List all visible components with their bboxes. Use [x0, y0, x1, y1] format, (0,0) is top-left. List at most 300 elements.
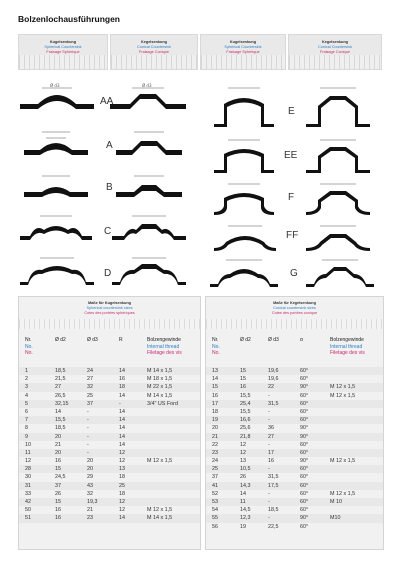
col-thread-en: Internal thread [330, 343, 363, 350]
table-row [206, 498, 383, 506]
table-cell: 24,5 [55, 474, 66, 481]
drawing-ff-conical [306, 222, 370, 256]
table-cell: 16 [55, 458, 61, 465]
table-cell: 22 [268, 384, 274, 391]
table-cell: 20 [55, 433, 61, 440]
table-cell: 17 [212, 400, 218, 407]
table-row [206, 383, 383, 391]
table-cell: 24 [212, 458, 218, 465]
drawing-a-spherical [24, 128, 88, 162]
col-nr-fr: No. [212, 350, 220, 356]
table-row [206, 416, 383, 424]
table-cell: 10 [25, 441, 31, 448]
table-cell: 43 [87, 482, 93, 489]
table-cell: 60° [300, 523, 309, 530]
table-cell: 37 [212, 474, 218, 481]
table-cell: 6 [25, 408, 28, 415]
table-cell: 15,5 [240, 408, 251, 415]
table-cell: 12 [119, 507, 125, 514]
table-cell: 36 [268, 425, 274, 432]
table-cell: - [268, 515, 270, 522]
table-cell: M 12 x 1,5 [147, 507, 173, 514]
table-cell: 60° [300, 392, 309, 399]
drawing-g-spherical [210, 256, 278, 290]
table-cell: 60° [300, 408, 309, 415]
table-cell: 32 [87, 384, 93, 391]
table-cell: 14 [119, 417, 125, 424]
table-head-fringe [206, 319, 383, 329]
table-cell: 16 [55, 507, 61, 514]
drawing-f-spherical [214, 180, 274, 220]
table-cell: 15 [55, 466, 61, 473]
table-row [19, 375, 200, 383]
table-cell: 51 [25, 515, 31, 522]
drawing-c-spherical [20, 212, 92, 246]
header-fringe [289, 55, 381, 69]
table-cell: 14 [55, 408, 61, 415]
drawing-d-spherical [20, 254, 94, 288]
drawing-ee-spherical [214, 136, 274, 176]
col-nr-en: No. [212, 343, 220, 350]
dim-d3-label: Ø d3 [50, 83, 60, 88]
table-row [206, 465, 383, 473]
table-row [19, 465, 200, 473]
table-cell: 12 [119, 458, 125, 465]
table-cell: - [119, 400, 121, 407]
label-aa: AA [100, 96, 114, 107]
drawing-aa-conical [110, 84, 186, 114]
table-cell: 60° [300, 417, 309, 424]
drawing-b-spherical [24, 172, 88, 204]
table-cell: M 12 x 1,5 [330, 490, 356, 497]
table-cell: 90° [300, 458, 309, 465]
table-cell: 19,6 [268, 376, 279, 383]
table-cell: 14 [240, 490, 246, 497]
table-row [19, 408, 200, 416]
table-cell: 90° [300, 425, 309, 432]
table-cell: 13 [240, 458, 246, 465]
header-en: Conical Countersink [318, 45, 352, 49]
page-title: Bolzenlochausführungen [18, 14, 120, 24]
col-thread [147, 337, 182, 357]
label-ff: FF [286, 230, 299, 241]
table-cell: 2 [25, 376, 28, 383]
table-cell: 8 [25, 425, 28, 432]
table-cell: 31,5 [268, 400, 279, 407]
table-cell: 54 [212, 507, 218, 514]
table-row [206, 523, 383, 531]
table-cell: 14 [212, 376, 218, 383]
table-row [206, 506, 383, 514]
table-cell: M 12 x 1,5 [330, 392, 356, 399]
table-cell: 25 [212, 466, 218, 473]
table-cell: 12 [25, 458, 31, 465]
table-cell: 56 [212, 523, 218, 530]
table-cell: 20 [87, 458, 93, 465]
table-row [206, 424, 383, 432]
table-cell: 12 [240, 449, 246, 456]
table-cell: M 10 [330, 499, 342, 505]
table-cell: 26 [55, 490, 61, 497]
table-cell: 16 [240, 384, 246, 391]
col-nr-fr: No. [25, 350, 33, 356]
table-head-fr: Cotes des portées conique [271, 311, 318, 315]
table-cell: - [87, 408, 89, 415]
table-cell: 25 [87, 392, 93, 399]
table-cell: 60° [300, 507, 309, 514]
table-row [206, 375, 383, 383]
table-cell: - [268, 408, 270, 415]
table-cell: 22 [212, 441, 218, 448]
table-cell: 13 [119, 466, 125, 473]
conical-sizes-table [205, 296, 384, 550]
table-cell: 19 [240, 523, 246, 530]
label-c: C [104, 226, 112, 237]
drawing-ee-conical [306, 136, 370, 176]
header-de: Kegelsenkung [322, 40, 348, 44]
table-cell: 4 [25, 392, 28, 399]
table-cell: 37 [55, 482, 61, 489]
table-cell: 41 [212, 482, 218, 489]
table-cell: 18,5 [55, 368, 66, 374]
table-cell: 10,5 [240, 466, 251, 473]
table-row [19, 506, 200, 514]
col-d3: Ø d3 [268, 337, 279, 343]
table-cell: 21,5 [55, 376, 66, 383]
table-cell: 60° [300, 368, 309, 374]
table-cell: M 14 x 1,5 [147, 515, 173, 522]
table-cell: 16 [119, 376, 125, 383]
table-cell: 25,6 [240, 425, 251, 432]
table-row [206, 514, 383, 522]
table-row [206, 433, 383, 441]
table-cell: 31,5 [268, 474, 279, 481]
table-cell: 60° [300, 499, 309, 505]
table-cell: 19 [212, 417, 218, 424]
table-cell: 60° [300, 441, 309, 448]
table-cell: 15,5 [240, 392, 251, 399]
header-en: Spherical Countersink [44, 45, 82, 49]
table-cell: 3 [25, 384, 28, 391]
table-row [206, 408, 383, 416]
col-nr [212, 337, 220, 357]
table-row [19, 424, 200, 432]
table-cell: 18 [119, 490, 125, 497]
header-fr: Fraisage Sphérique [226, 50, 260, 54]
table-cell: - [268, 466, 270, 473]
table-cell: 52 [212, 490, 218, 497]
drawing-a-conical [116, 128, 182, 162]
table-cell: 22,5 [268, 523, 279, 530]
drawing-g-conical [306, 256, 374, 290]
table-cell: 14 [119, 392, 125, 399]
table-cell: 19,3 [87, 499, 98, 505]
table-cell: M 18 x 1,5 [147, 376, 173, 383]
column-headers [19, 335, 200, 359]
table-row [19, 416, 200, 424]
header-de: Kugelsenkung [229, 40, 257, 44]
table-cell: 14 [119, 515, 125, 522]
table-cell: 12,3 [240, 515, 251, 522]
table-row [206, 457, 383, 465]
table-cell: 42 [25, 499, 31, 505]
table-cell: 7 [25, 417, 28, 424]
drawing-f-conical [306, 180, 370, 220]
table-cell: 15 [55, 499, 61, 505]
table-row [206, 400, 383, 408]
table-row [19, 433, 200, 441]
header-spherical-1 [18, 34, 108, 70]
table-cell: 60° [300, 376, 309, 383]
table-cell: 14 [119, 425, 125, 432]
table-cell: 9 [25, 433, 28, 440]
table-cell: 21,8 [240, 433, 251, 440]
drawing-d-conical [112, 254, 186, 288]
table-row [206, 392, 383, 400]
table-cell: 20 [212, 425, 218, 432]
table-cell: 19,6 [268, 368, 279, 374]
table-cell: - [268, 392, 270, 399]
drawing-b-conical [116, 172, 182, 204]
table-cell: 60° [300, 474, 309, 481]
table-rows [19, 367, 200, 523]
table-cell: 21 [55, 441, 61, 448]
header-fr: Fraisage Sphérique [46, 50, 80, 54]
table-cell: 33 [25, 490, 31, 497]
table-cell: 14,5 [240, 507, 251, 514]
table-cell: 21 [212, 433, 218, 440]
header-en: Spherical Countersink [224, 45, 262, 49]
col-nr-de: Nr. [212, 337, 219, 343]
table-row [19, 473, 200, 481]
col-thread [330, 337, 365, 357]
table-cell: 16 [268, 458, 274, 465]
table-cell: 11 [25, 449, 31, 456]
table-cell: M 12 x 1,5 [330, 458, 356, 465]
table-head [206, 297, 383, 329]
table-row [19, 383, 200, 391]
col-d3: Ø d3 [87, 337, 98, 343]
header-de: Kugelsenkung [49, 40, 77, 44]
table-row [206, 367, 383, 375]
col-d2: Ø d2 [55, 337, 66, 343]
col-thread-de: Bolzengewinde [147, 337, 181, 343]
col-nr-en: No. [25, 343, 33, 350]
table-row [19, 514, 200, 522]
table-cell: 18 [119, 474, 125, 481]
table-cell: 27 [55, 384, 61, 391]
table-row [19, 490, 200, 498]
table-cell: - [268, 490, 270, 497]
table-cell: 23 [212, 449, 218, 456]
table-cell: 16 [55, 515, 61, 522]
table-cell: 21 [87, 507, 93, 514]
table-cell: - [87, 449, 89, 456]
table-head-de: Maße für Kegelsenkung [273, 301, 316, 305]
table-cell: - [87, 433, 89, 440]
table-row [19, 367, 200, 375]
table-head [19, 297, 200, 329]
table-cell: M 14 x 1,5 [147, 392, 173, 399]
table-cell: 55 [212, 515, 218, 522]
table-cell: 18 [212, 408, 218, 415]
table-cell: 53 [212, 499, 218, 505]
col-thread-de: Bolzengewinde [330, 337, 364, 343]
table-cell: 15 [240, 368, 246, 374]
col-r: R [119, 337, 123, 343]
table-cell: 90° [300, 515, 309, 522]
header-conical-2 [288, 34, 382, 70]
table-cell: 17,5 [268, 482, 279, 489]
table-cell: 14 [119, 408, 125, 415]
table-row [19, 482, 200, 490]
table-cell: 20 [55, 449, 61, 456]
table-cell: 13 [212, 368, 218, 374]
col-alpha: α [300, 337, 303, 343]
table-row [19, 498, 200, 506]
table-row [206, 482, 383, 490]
label-e: E [288, 106, 295, 117]
table-cell: 60° [300, 482, 309, 489]
header-fringe [19, 55, 107, 69]
table-head-fr: Cotes des portées sphériques [84, 311, 135, 315]
table-cell: 26 [240, 474, 246, 481]
table-cell: 20 [87, 466, 93, 473]
column-headers [206, 335, 383, 359]
table-head-en: Spherical countersink sizes [86, 306, 133, 310]
table-head-fringe [19, 319, 200, 329]
header-fringe [201, 55, 285, 69]
table-cell: 37 [87, 400, 93, 407]
header-conical-1 [110, 34, 198, 70]
table-cell: 16 [212, 392, 218, 399]
table-cell: 15,5 [55, 417, 66, 424]
table-row [19, 457, 200, 465]
table-cell: 23 [87, 515, 93, 522]
table-cell: 12 [119, 499, 125, 505]
table-cell: 90° [300, 433, 309, 440]
table-cell: 12 [119, 449, 125, 456]
table-head-en: Conical countersink sizes [273, 306, 316, 310]
table-cell: 25,4 [240, 400, 251, 407]
table-cell: 3/4" US Ford [147, 400, 178, 407]
spherical-sizes-table [18, 296, 201, 550]
table-cell: 27 [268, 433, 274, 440]
drawing-ff-spherical [214, 222, 276, 256]
countersink-drawings [18, 70, 382, 292]
table-cell: 12 [240, 441, 246, 448]
table-cell: 16,6 [240, 417, 251, 424]
table-cell: - [87, 425, 89, 432]
table-cell: 1 [25, 368, 28, 374]
table-cell: 60° [300, 449, 309, 456]
col-thread-fr: Filetage des vis [330, 350, 365, 356]
table-cell: 50 [25, 507, 31, 514]
table-cell: - [87, 441, 89, 448]
table-row [19, 400, 200, 408]
table-cell: 32 [87, 490, 93, 497]
header-fr: Fraisage Conique [139, 50, 169, 54]
table-cell: 32,15 [55, 400, 69, 407]
table-cell: M 14 x 1,5 [147, 368, 173, 374]
table-cell: 30 [25, 474, 31, 481]
table-cell: M10 [330, 515, 341, 522]
table-cell: 28 [25, 466, 31, 473]
table-cell: - [268, 417, 270, 424]
label-f: F [288, 192, 295, 203]
table-cell: 14 [119, 433, 125, 440]
header-fringe [111, 55, 197, 69]
table-cell: 24 [87, 368, 93, 374]
header-de: Kegelsenkung [141, 40, 167, 44]
table-cell: 14,3 [240, 482, 251, 489]
col-thread-en: Internal thread [147, 343, 180, 350]
table-row [19, 449, 200, 457]
table-cell: 5 [25, 400, 28, 407]
table-rows [206, 367, 383, 531]
col-thread-fr: Filetage des vis [147, 350, 182, 356]
drawing-c-conical [112, 212, 186, 246]
table-head-de: Maße für Kugelsenkung [87, 301, 132, 305]
table-row [206, 449, 383, 457]
table-cell: 18 [119, 384, 125, 391]
label-a: A [106, 140, 113, 151]
table-row [206, 490, 383, 498]
table-cell: - [87, 417, 89, 424]
dim-d3-label: Ø d3 [142, 83, 152, 88]
table-cell: M 12 x 1,5 [147, 458, 173, 465]
table-cell: 18,5 [55, 425, 66, 432]
table-cell: - [268, 499, 270, 505]
table-cell: 15 [212, 384, 218, 391]
col-nr-de: Nr. [25, 337, 32, 343]
drawing-aa-spherical [20, 84, 94, 114]
table-cell: 15 [240, 376, 246, 383]
drawing-e-conical [306, 84, 370, 130]
drawing-e-spherical [214, 84, 274, 130]
col-nr [25, 337, 33, 357]
table-row [206, 441, 383, 449]
table-cell: 60° [300, 400, 309, 407]
table-cell: 60° [300, 466, 309, 473]
table-cell: 29 [87, 474, 93, 481]
label-b: B [106, 182, 113, 193]
table-cell: 90° [300, 384, 309, 391]
table-cell: 26,5 [55, 392, 66, 399]
table-row [206, 473, 383, 481]
table-cell: 11 [240, 499, 246, 505]
label-g: G [290, 268, 298, 279]
table-cell: M 22 x 1,5 [147, 384, 173, 391]
label-d: D [104, 268, 112, 279]
table-cell: 17 [268, 449, 274, 456]
table-cell: 25 [119, 482, 125, 489]
header-fr: Fraisage Conique [320, 50, 350, 54]
label-ee: EE [284, 150, 298, 161]
table-cell: 18,5 [268, 507, 279, 514]
table-row [19, 392, 200, 400]
table-cell: 60° [300, 490, 309, 497]
table-cell: 14 [119, 368, 125, 374]
table-row [19, 441, 200, 449]
header-en: Conical Countersink [137, 45, 171, 49]
header-spherical-2 [200, 34, 286, 70]
table-cell: 14 [119, 441, 125, 448]
table-cell: M 12 x 1,5 [330, 384, 356, 391]
table-cell: - [268, 441, 270, 448]
table-cell: 31 [25, 482, 31, 489]
table-cell: 27 [87, 376, 93, 383]
